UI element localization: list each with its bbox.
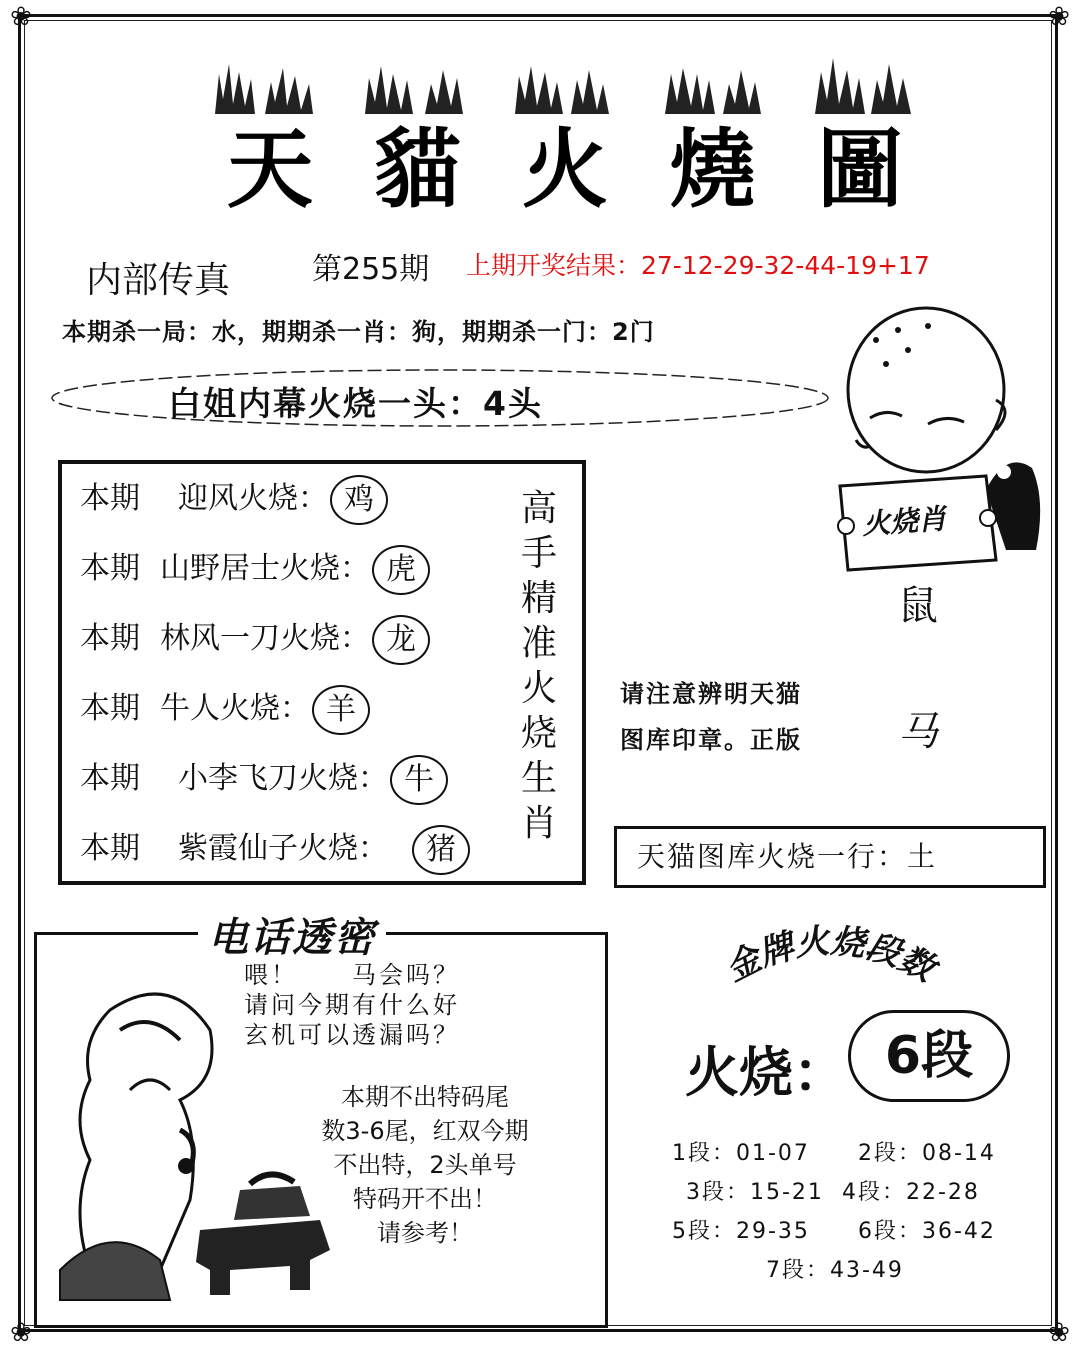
issue-number: 第255期	[312, 252, 430, 287]
answer-line: 请参考！	[377, 1219, 473, 1247]
zodiac-badge: 牛	[390, 755, 448, 805]
gold-heading-arc	[700, 918, 960, 1008]
list-item	[80, 824, 470, 874]
corner-ornament-icon: ❀	[10, 1318, 32, 1348]
segment-item: 4段：22-28	[842, 1180, 980, 1205]
answer-line: 特码开不出！	[353, 1185, 497, 1213]
zodiac-badge: 虎	[372, 545, 430, 595]
title-char: 火	[522, 119, 608, 220]
row-label: 紫霞仙子火烧：	[178, 831, 388, 866]
row-label: 牛人火烧：	[160, 691, 310, 726]
row-prefix: 本期	[80, 481, 140, 516]
list-item	[80, 544, 430, 594]
cartoon-character-icon	[836, 300, 1056, 590]
row-label: 山野居士火烧：	[160, 551, 370, 586]
title-char: 燒	[669, 119, 756, 220]
row-label: 迎风火烧：	[178, 481, 328, 516]
list-item	[80, 754, 448, 804]
fire-value-badge: 6段	[848, 1010, 1010, 1102]
kill-line: 本期杀一局：水，期期杀一肖：狗，期期杀一门：2门	[62, 318, 655, 346]
corner-ornament-icon: ❀	[10, 2, 32, 32]
gold-heading: 金牌火烧段数	[719, 921, 941, 990]
vertical-slogan: 高 手 精 准 火 烧 生 肖	[520, 488, 557, 844]
row-label: 林风一刀火烧：	[160, 621, 370, 656]
cartoon-sign-text: 火烧肖	[861, 502, 948, 541]
row-prefix: 本期	[80, 691, 140, 726]
cartoon-zodiac-1: 鼠	[898, 583, 938, 629]
answer-line: 数3-6尾，红双今期	[321, 1117, 529, 1145]
segment-item: 2段：08-14	[858, 1141, 996, 1166]
row-prefix: 本期	[80, 831, 140, 866]
element-line-box: 天猫图库火烧一行：土	[614, 826, 1046, 888]
list-item	[80, 684, 370, 734]
segment-item: 5段：29-35	[672, 1219, 810, 1244]
zodiac-badge: 猪	[412, 825, 470, 875]
title-char: 天	[227, 119, 313, 220]
title-char: 貓	[374, 119, 461, 220]
internal-fax-label: 内部传真	[86, 260, 231, 301]
segment-item: 7段：43-49	[766, 1258, 904, 1283]
notice-line: 图库印章。正版	[620, 726, 802, 754]
fire-label: 火烧：	[685, 1040, 847, 1104]
phone-title: 电话透密	[198, 906, 386, 963]
segment-item: 1段：01-07	[672, 1141, 810, 1166]
cartoon-zodiac-2: 马	[898, 709, 938, 755]
svg-text:金牌火烧段数	[719, 921, 945, 992]
question-line: 玄机可以透漏吗？	[244, 1021, 460, 1049]
row-label: 小李飞刀火烧：	[178, 761, 388, 796]
phone-caller-icon	[50, 970, 350, 1310]
title-char: 圖	[817, 119, 903, 220]
list-item	[80, 474, 388, 524]
segment-item: 6段：36-42	[858, 1219, 996, 1244]
zodiac-badge: 羊	[312, 685, 370, 735]
corner-ornament-icon: ❀	[1048, 2, 1070, 32]
notice-line: 请注意辨明天猫	[620, 680, 802, 708]
question-line: 喂！ 马会吗？	[244, 961, 460, 989]
list-item	[80, 614, 430, 664]
neimu-heading: 白姐内幕火烧一头：4头	[168, 384, 543, 423]
zodiac-badge: 鸡	[330, 475, 388, 525]
last-result: 上期开奖结果：27-12-29-32-44-19+17	[466, 251, 930, 280]
row-prefix: 本期	[80, 761, 140, 796]
answer-line: 本期不出特码尾	[341, 1083, 509, 1111]
segment-item: 3段：15-21	[686, 1180, 824, 1205]
corner-ornament-icon: ❀	[1048, 1318, 1070, 1348]
row-prefix: 本期	[80, 551, 140, 586]
question-line: 请问今期有什么好	[244, 991, 460, 1019]
page-title	[205, 120, 925, 220]
row-prefix: 本期	[80, 621, 140, 656]
zodiac-badge: 龙	[372, 615, 430, 665]
answer-line: 不出特，2头单号	[333, 1151, 517, 1179]
